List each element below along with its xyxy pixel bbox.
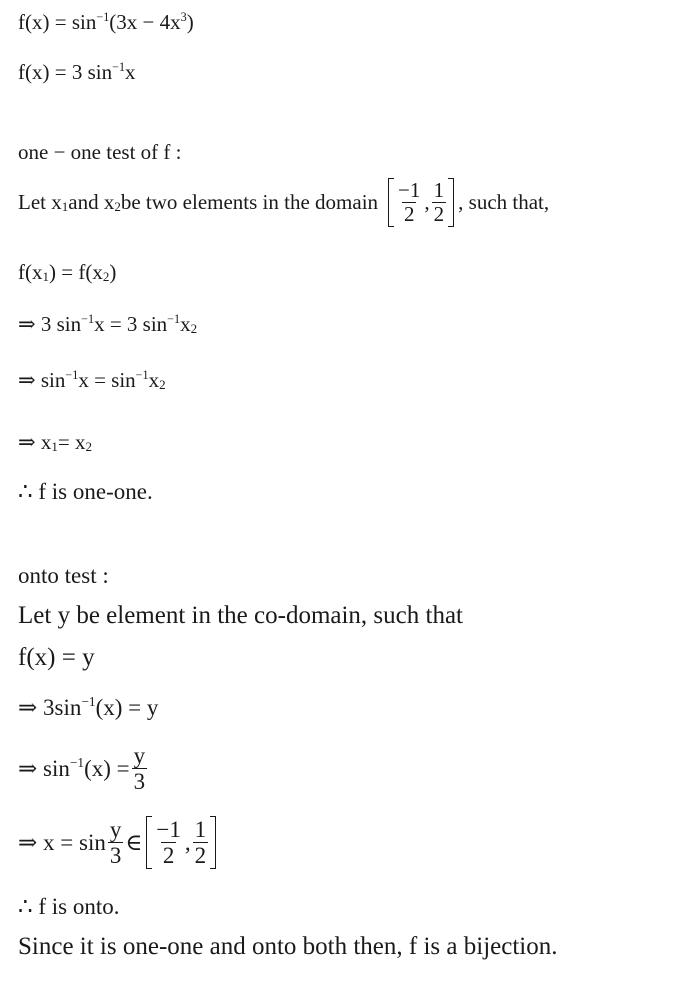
text: f(x) = sin (18, 10, 97, 34)
bijection-conclusion: Since it is one-one and onto both then, f is a bijection. (18, 933, 558, 960)
one-one-conclusion: ∴ f is one-one. (18, 479, 153, 504)
interval-bracket: $\frac{-1}{2}$ , $\frac{1}{2}$ (146, 818, 216, 867)
text: and x (68, 190, 115, 214)
fraction: $\frac{1}{2}$ (433, 178, 445, 226)
text: , such that, (458, 190, 550, 214)
equation-line-12: f(x) = y (18, 644, 95, 671)
text: f(x) = 3 sin (18, 60, 113, 84)
subscript: 2 (114, 198, 121, 214)
superscript: −1 (112, 59, 126, 74)
fraction: $\frac{1}{2}$ (194, 817, 207, 868)
text: Let x (18, 190, 62, 214)
equation-line-1 (18, 9, 194, 34)
equation-line-14: ⇒ sin $^{-1}$ (x) = $\frac{y}{3}$ (18, 743, 146, 794)
equation-line-8: ⇒ x $_1$ = x $_2$ (18, 430, 92, 454)
fraction: $\frac{y}{3}$ (133, 743, 146, 794)
equation-line-6: ⇒ 3 sin $^{-1}$ x = 3 sin $^{-1}$ x $_2$ (18, 311, 198, 336)
equation-line-15: ⇒ x = sin $\frac{y}{3}$ ∈ $\frac{-1}{2}$ , $\frac{1}{2}$ (18, 818, 220, 867)
text: (3x − 4x (109, 10, 181, 34)
interval-bracket: $\frac{-1}{2}$ , $\frac{1}{2}$ (388, 180, 454, 225)
equation-line-2 (18, 59, 136, 84)
superscript: 3 (180, 9, 187, 24)
equation-line-5: f(x $_1$ ) = f(x $_2$ ) (18, 260, 117, 284)
fraction: $\frac{y}{3}$ (109, 817, 122, 868)
codomain-statement: Let y be element in the co-domain, such that (18, 602, 463, 629)
fraction: $\frac{-1}{2}$ (398, 178, 421, 226)
text: one − one test of f : (18, 140, 182, 164)
onto-test-heading: onto test : (18, 563, 109, 588)
onto-conclusion: ∴ f is onto. (18, 894, 120, 919)
equation-line-13: ⇒ 3sin $^{-1}$ (x) = y (18, 693, 159, 720)
one-one-test-heading (18, 142, 181, 163)
text: x (125, 60, 136, 84)
subscript: 1 (61, 198, 69, 214)
text: be two elements in the domain (120, 190, 379, 214)
superscript: −1 (96, 9, 110, 24)
fraction: $\frac{-1}{2}$ (156, 817, 181, 868)
equation-line-7: ⇒ sin $^{-1}$ x = sin $^{-1}$ x $_2$ (18, 367, 166, 392)
text: ) (186, 10, 194, 34)
domain-statement (18, 180, 549, 225)
